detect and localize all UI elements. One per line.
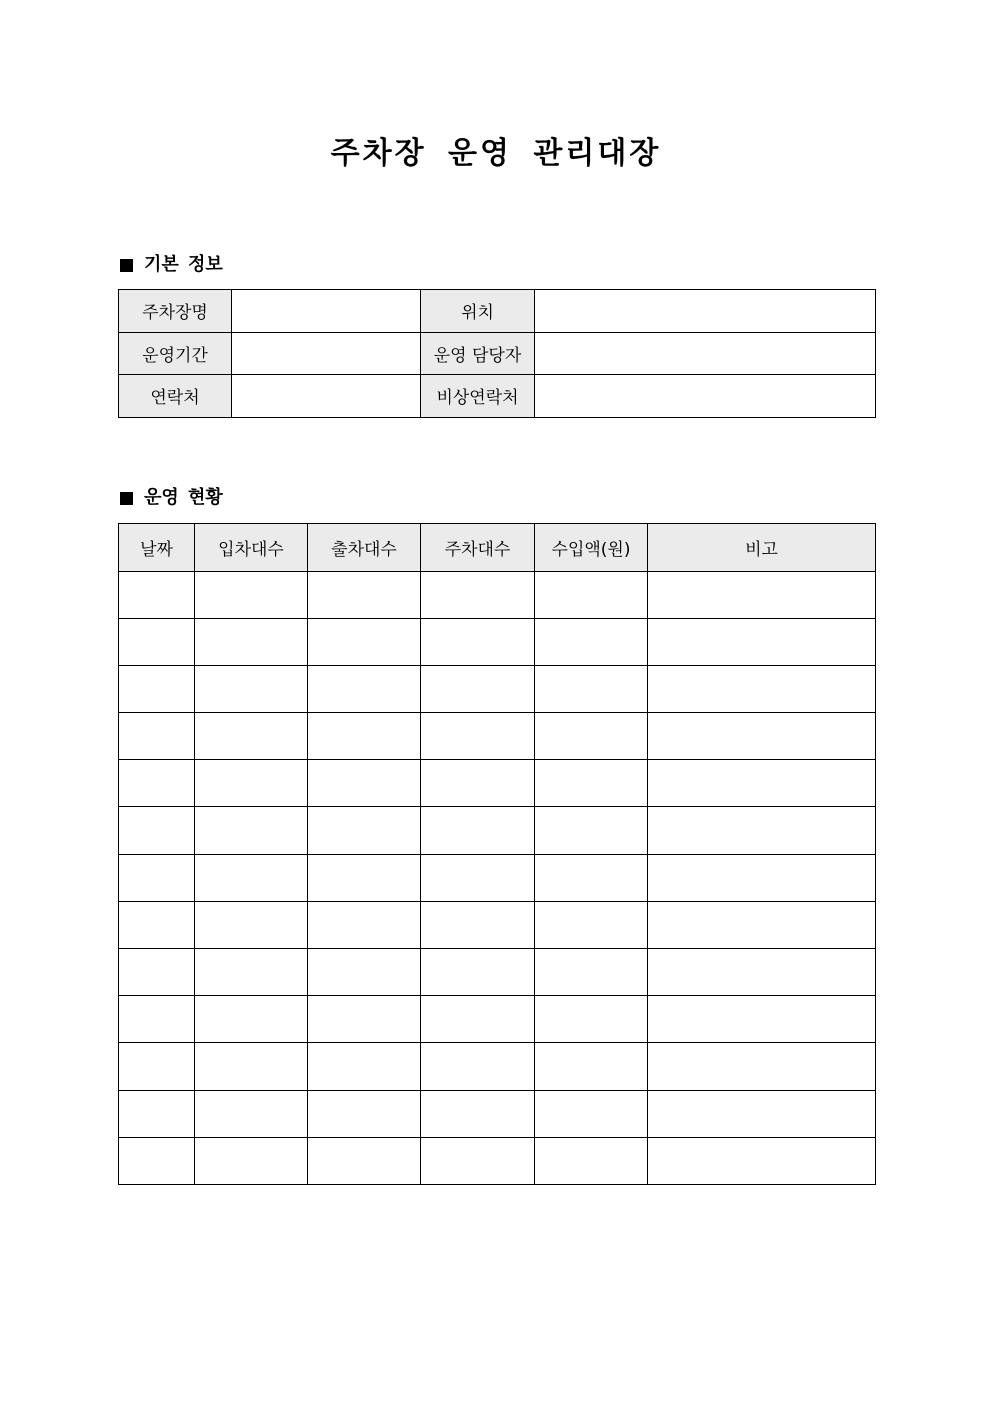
square-bullet-icon [120, 259, 133, 272]
date-cell[interactable] [119, 760, 195, 807]
remarks-cell[interactable] [648, 618, 876, 665]
table-row [119, 618, 876, 665]
column-header-entries: 입차대수 [195, 524, 308, 572]
revenue-cell[interactable] [535, 618, 648, 665]
date-cell[interactable] [119, 807, 195, 854]
table-row [119, 901, 876, 948]
document-title: 주차장 운영 관리대장 [330, 136, 662, 171]
remarks-cell[interactable] [648, 854, 876, 901]
entries-cell[interactable] [195, 571, 308, 618]
revenue-cell[interactable] [535, 1090, 648, 1137]
status-heading [118, 485, 223, 511]
revenue-cell[interactable] [535, 760, 648, 807]
entries-cell[interactable] [195, 665, 308, 712]
remarks-cell[interactable] [648, 1043, 876, 1090]
table-row [119, 760, 876, 807]
date-cell[interactable] [119, 1137, 195, 1184]
location-field[interactable] [535, 290, 876, 333]
status-heading-text: 운영 현황 [144, 487, 223, 508]
date-cell[interactable] [119, 854, 195, 901]
parked-cell[interactable] [421, 1090, 535, 1137]
square-bullet-icon [120, 492, 133, 505]
exits-cell[interactable] [308, 949, 421, 996]
date-cell[interactable] [119, 949, 195, 996]
remarks-cell[interactable] [648, 571, 876, 618]
location-label: 위치 [421, 290, 535, 333]
revenue-cell[interactable] [535, 1137, 648, 1184]
parked-cell[interactable] [421, 1137, 535, 1184]
contact-field[interactable] [232, 375, 421, 418]
remarks-cell[interactable] [648, 996, 876, 1043]
parked-cell[interactable] [421, 949, 535, 996]
table-row [119, 571, 876, 618]
basic-info-heading-text: 기본 정보 [144, 254, 223, 275]
parked-cell[interactable] [421, 713, 535, 760]
entries-cell[interactable] [195, 901, 308, 948]
remarks-cell[interactable] [648, 760, 876, 807]
status-table [118, 523, 876, 1185]
exits-cell[interactable] [308, 571, 421, 618]
column-header-date: 날짜 [119, 524, 195, 572]
date-cell[interactable] [119, 713, 195, 760]
exits-cell[interactable] [308, 665, 421, 712]
parked-cell[interactable] [421, 760, 535, 807]
table-row [119, 949, 876, 996]
revenue-cell[interactable] [535, 996, 648, 1043]
date-cell[interactable] [119, 618, 195, 665]
table-row [119, 1043, 876, 1090]
remarks-cell[interactable] [648, 807, 876, 854]
date-cell[interactable] [119, 996, 195, 1043]
entries-cell[interactable] [195, 760, 308, 807]
exits-cell[interactable] [308, 996, 421, 1043]
basic-info-table [118, 289, 876, 418]
revenue-cell[interactable] [535, 713, 648, 760]
basic-info-heading [118, 252, 223, 278]
remarks-cell[interactable] [648, 665, 876, 712]
entries-cell[interactable] [195, 713, 308, 760]
remarks-cell[interactable] [648, 1090, 876, 1137]
revenue-cell[interactable] [535, 571, 648, 618]
entries-cell[interactable] [195, 996, 308, 1043]
table-row [119, 1090, 876, 1137]
parked-cell[interactable] [421, 1043, 535, 1090]
date-cell[interactable] [119, 901, 195, 948]
revenue-cell[interactable] [535, 949, 648, 996]
revenue-cell[interactable] [535, 665, 648, 712]
entries-cell[interactable] [195, 1043, 308, 1090]
entries-cell[interactable] [195, 1137, 308, 1184]
parked-cell[interactable] [421, 807, 535, 854]
basic-info-row [119, 375, 876, 418]
entries-cell[interactable] [195, 854, 308, 901]
table-row [119, 665, 876, 712]
table-row [119, 713, 876, 760]
exits-cell[interactable] [308, 901, 421, 948]
parked-cell[interactable] [421, 901, 535, 948]
table-row [119, 854, 876, 901]
emergency-contact-label: 비상연락처 [421, 375, 535, 418]
revenue-cell[interactable] [535, 901, 648, 948]
remarks-cell[interactable] [648, 901, 876, 948]
remarks-cell[interactable] [648, 1137, 876, 1184]
table-row [119, 1137, 876, 1184]
parked-cell[interactable] [421, 571, 535, 618]
basic-info-row [119, 290, 876, 333]
operation-period-label: 운영기간 [119, 332, 232, 375]
column-header-remarks: 비고 [648, 524, 876, 572]
date-cell[interactable] [119, 571, 195, 618]
remarks-cell[interactable] [648, 949, 876, 996]
operation-manager-label: 운영 담당자 [421, 332, 535, 375]
remarks-cell[interactable] [648, 713, 876, 760]
revenue-cell[interactable] [535, 807, 648, 854]
table-row [119, 996, 876, 1043]
operation-period-field[interactable] [232, 332, 421, 375]
exits-cell[interactable] [308, 618, 421, 665]
exits-cell[interactable] [308, 1090, 421, 1137]
emergency-contact-field[interactable] [535, 375, 876, 418]
column-header-revenue: 수입액(원) [535, 524, 648, 572]
parked-cell[interactable] [421, 854, 535, 901]
exits-cell[interactable] [308, 1137, 421, 1184]
parked-cell[interactable] [421, 996, 535, 1043]
date-cell[interactable] [119, 1090, 195, 1137]
parking-name-field[interactable] [232, 290, 421, 333]
parking-name-label: 주차장명 [119, 290, 232, 333]
revenue-cell[interactable] [535, 854, 648, 901]
exits-cell[interactable] [308, 760, 421, 807]
contact-label: 연락처 [119, 375, 232, 418]
table-row [119, 807, 876, 854]
column-header-exits: 출차대수 [308, 524, 421, 572]
exits-cell[interactable] [308, 713, 421, 760]
date-cell[interactable] [119, 1043, 195, 1090]
operation-manager-field[interactable] [535, 332, 876, 375]
exits-cell[interactable] [308, 854, 421, 901]
entries-cell[interactable] [195, 618, 308, 665]
exits-cell[interactable] [308, 1043, 421, 1090]
date-cell[interactable] [119, 665, 195, 712]
entries-cell[interactable] [195, 1090, 308, 1137]
parked-cell[interactable] [421, 665, 535, 712]
revenue-cell[interactable] [535, 1043, 648, 1090]
parked-cell[interactable] [421, 618, 535, 665]
status-header-row [119, 524, 876, 572]
entries-cell[interactable] [195, 807, 308, 854]
entries-cell[interactable] [195, 949, 308, 996]
basic-info-row [119, 332, 876, 375]
column-header-parked: 주차대수 [421, 524, 535, 572]
exits-cell[interactable] [308, 807, 421, 854]
